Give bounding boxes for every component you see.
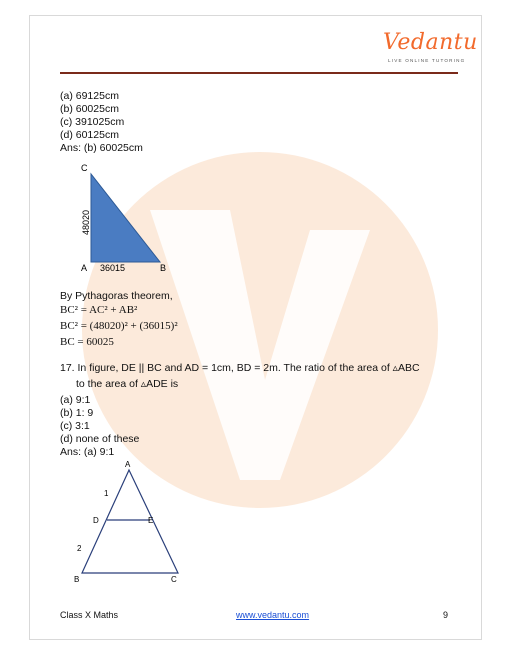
q17-option-c: (c) 3:1 [60, 420, 90, 432]
header-rule [60, 72, 458, 74]
vertex-c-label: C [171, 575, 177, 584]
pythagoras-line-3: BC = 60025 [60, 336, 114, 348]
logo-tagline: LIVE ONLINE TUTORING [388, 58, 466, 63]
question-17-line-1: 17. In figure, DE || BC and AD = 1cm, BD = 2m. The ratio of the area of ▵ABC [60, 362, 420, 374]
option-c-prev: (c) 391025cm [60, 116, 125, 128]
vertex-a-label: A [125, 460, 131, 469]
vertex-d-label: D [93, 516, 99, 525]
side-ab-label: 36015 [100, 263, 126, 273]
footer-website-link[interactable]: www.vedantu.com [236, 610, 310, 620]
side-ac-label: 48020 [81, 209, 91, 235]
logo-wordmark: Vedantu [383, 30, 478, 55]
footer-subject: Class X Maths [60, 610, 119, 620]
option-d-prev: (d) 60125cm [60, 129, 119, 141]
q17-option-d: (d) none of these [60, 433, 140, 445]
right-triangle-shape [91, 174, 160, 262]
pythagoras-intro: By Pythagoras theorem, [60, 290, 173, 302]
q17-option-a: (a) 9:1 [60, 394, 91, 406]
segment-ad-label: 1 [104, 489, 109, 498]
footer-page-number: 9 [443, 610, 449, 620]
right-triangle-figure [74, 160, 184, 280]
vertex-b-label: B [74, 575, 80, 584]
answer-prev: Ans: (b) 60025cm [60, 142, 143, 154]
triangle-de-parallel-bc-figure [70, 458, 190, 588]
pythagoras-line-1: BC² = AC² + AB² [60, 304, 138, 316]
vertex-c-label: C [81, 163, 88, 173]
q17-answer: Ans: (a) 9:1 [60, 446, 115, 458]
option-b-prev: (b) 60025cm [60, 103, 119, 115]
question-17-line-2: to the area of ▵ADE is [76, 378, 179, 390]
vertex-e-label: E [148, 516, 154, 525]
option-a-prev: (a) 69125cm [60, 90, 119, 102]
vertex-b-label: B [160, 263, 167, 273]
pythagoras-line-2: BC² = (48020)² + (36015)² [60, 320, 178, 332]
vedantu-logo [383, 30, 478, 68]
vertex-a-label: A [81, 263, 88, 273]
segment-db-label: 2 [77, 544, 82, 553]
q17-option-b: (b) 1: 9 [60, 407, 94, 419]
